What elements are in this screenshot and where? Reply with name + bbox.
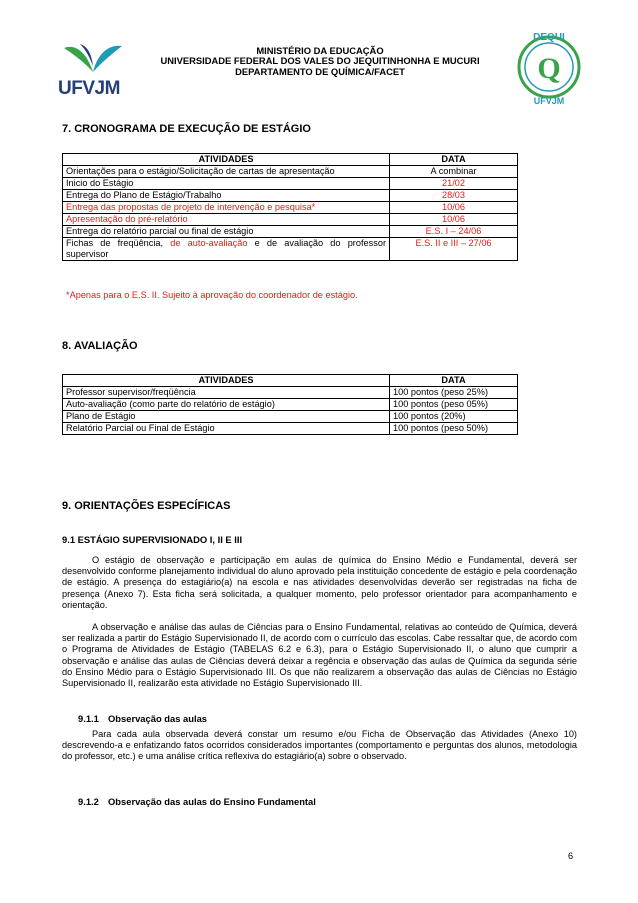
table-row xyxy=(63,238,518,261)
dequi-logo xyxy=(516,28,582,106)
table-header-row xyxy=(63,154,518,166)
date-cell: E.S. I – 24/06 xyxy=(390,226,518,238)
dequi-logo-bottom-text: UFVJM xyxy=(533,96,565,106)
date-cell: 10/06 xyxy=(390,202,518,214)
column-header-date: DATA xyxy=(390,154,518,166)
activity-cell: Relatório Parcial ou Final de Estágio xyxy=(63,423,390,435)
activity-cell: Entrega do Plano de Estágio/Trabalho xyxy=(63,190,390,202)
column-header-activities: ATIVIDADES xyxy=(63,375,390,387)
table-row xyxy=(63,423,518,435)
activity-cell: Apresentação do pré-relatório xyxy=(63,214,390,226)
table-row xyxy=(63,214,518,226)
ufvjm-logo xyxy=(58,42,128,98)
ufvjm-leaf-icon xyxy=(60,42,126,78)
activity-text-part-3: e de avaliação do professor supervisor xyxy=(66,238,386,259)
table-row xyxy=(63,399,518,411)
date-cell: E.S. II e III – 27/06 xyxy=(390,238,518,261)
paragraph-1-text: O estágio de observação e participação em aulas de química do Ensino Médio e Fundamental, deverá ser desenvolvido conforme planejamento individual do aluno aprovado pela instituição concedente de estágio e pela coordenação de estágio. A presença do estagiário(a) na escola e nas atividades desenvolvidas deverão ser registradas na ficha de presença (Anexo 7). Esta ficha será solicitada, a qualquer momento, pelo professor orientador para acompanhamento e orientação. xyxy=(62,555,577,610)
section-8-title: 8. AVALIAÇÃO xyxy=(62,340,138,352)
paragraph-2-text: A observação e análise das aulas de Ciências para o Ensino Fundamental, relativas ao conteúdo de Química, deverá ser realizada a partir do Estágio Supervisionado II, de acordo com o currículo das escolas. Cabe ressaltar que, de acordo com o Programa de Atividades de Estágio (TABELAS 6.2 e 6.3), para o Estágio Supervisionado II, o aluno que cumprir a observação e análise das aulas de Ciências deverá deixar a regência e observação das aulas de Química da segunda série do Ensino Médio para o Estágio Supervisionado III. Os que não realizarem a observação das aulas de Ciências no Estágio Supervisionado II, realizarão esta atividade no Estágio Supervisionado III. xyxy=(62,622,577,689)
paragraph-2 xyxy=(62,622,577,689)
column-header-activities: ATIVIDADES xyxy=(63,154,390,166)
subsection-9-1-1-title xyxy=(78,713,207,724)
table-row xyxy=(63,178,518,190)
paragraph-3-text: Para cada aula observada deverá constar um resumo e/ou Ficha de Observação das Atividades (Anexo 10) descrevendo-a e enfatizando fatos ocorridos considerados importantes (comportamento e perguntas dos alunos, metodologia do professor, etc.) e uma análise crítica reflexiva do estagiário(a) sobre o observado. xyxy=(62,729,577,762)
date-cell: A combinar xyxy=(390,166,518,178)
paragraph-3 xyxy=(62,729,577,763)
subsection-label: Observação das aulas xyxy=(108,713,208,724)
activity-cell: Professor supervisor/freqüência xyxy=(63,387,390,399)
dequi-logo-top-text: DEQUI xyxy=(533,32,565,43)
activity-cell xyxy=(63,238,390,261)
table-row xyxy=(63,411,518,423)
ufvjm-logo-text: UFVJM xyxy=(58,78,120,99)
activity-cell: Plano de Estágio xyxy=(63,411,390,423)
schedule-table xyxy=(62,153,518,261)
column-header-date: DATA xyxy=(390,375,518,387)
header-line-1: MINISTÉRIO DA EDUCAÇÃO xyxy=(256,45,384,56)
subsection-number: 9.1.1 xyxy=(78,713,99,724)
table-row xyxy=(63,202,518,214)
activity-text-part-1: Fichas de freqüência, xyxy=(66,238,164,248)
activity-text-part-2: de auto-avaliação xyxy=(170,238,248,248)
dequi-badge-icon xyxy=(516,28,582,106)
date-cell: 10/06 xyxy=(390,214,518,226)
evaluation-table xyxy=(62,374,518,435)
table-row xyxy=(63,226,518,238)
date-cell: 100 pontos (peso 05%) xyxy=(390,399,518,411)
table-row xyxy=(63,387,518,399)
date-cell: 100 pontos (peso 50%) xyxy=(390,423,518,435)
header-institution xyxy=(150,46,490,77)
table-row xyxy=(63,190,518,202)
subsection-9-1-title: 9.1 ESTÁGIO SUPERVISIONADO I, II E III xyxy=(62,534,243,545)
dequi-logo-letter: Q xyxy=(537,52,561,85)
date-cell: 100 pontos (20%) xyxy=(390,411,518,423)
date-cell: 28/03 xyxy=(390,190,518,202)
schedule-footnote: *Apenas para o E.S. II. Sujeito à aprovação do coordenador de estágio. xyxy=(66,290,358,300)
activity-cell: Entrega do relatório parcial ou final de estágio xyxy=(63,226,390,238)
header-line-3: DEPARTAMENTO DE QUÍMICA/FACET xyxy=(235,65,405,77)
subsection-number: 9.1.2 xyxy=(78,796,99,807)
activity-cell: Inicio do Estágio xyxy=(63,178,390,190)
activity-cell: Entrega das propostas de projeto de intervenção e pesquisa* xyxy=(63,202,390,214)
date-cell: 100 pontos (peso 25%) xyxy=(390,387,518,399)
table-header-row xyxy=(63,375,518,387)
date-cell: 21/02 xyxy=(390,178,518,190)
subsection-9-1-2-title xyxy=(78,796,316,807)
section-9-title: 9. ORIENTAÇÕES ESPECÍFICAS xyxy=(62,500,231,512)
page-number: 6 xyxy=(568,851,574,861)
section-7-title: 7. CRONOGRAMA DE EXECUÇÃO DE ESTÁGIO xyxy=(62,123,311,135)
header-line-2: UNIVERSIDADE FEDERAL DOS VALES DO JEQUITINHONHA E MUCURI xyxy=(160,55,480,67)
table-row xyxy=(63,166,518,178)
activity-cell: Auto-avaliação (como parte do relatório de estágio) xyxy=(63,399,390,411)
paragraph-1 xyxy=(62,555,577,611)
activity-cell: Orientações para o estágio/Solicitação de cartas de apresentação xyxy=(63,166,390,178)
subsection-label: Observação das aulas do Ensino Fundamental xyxy=(108,796,316,807)
